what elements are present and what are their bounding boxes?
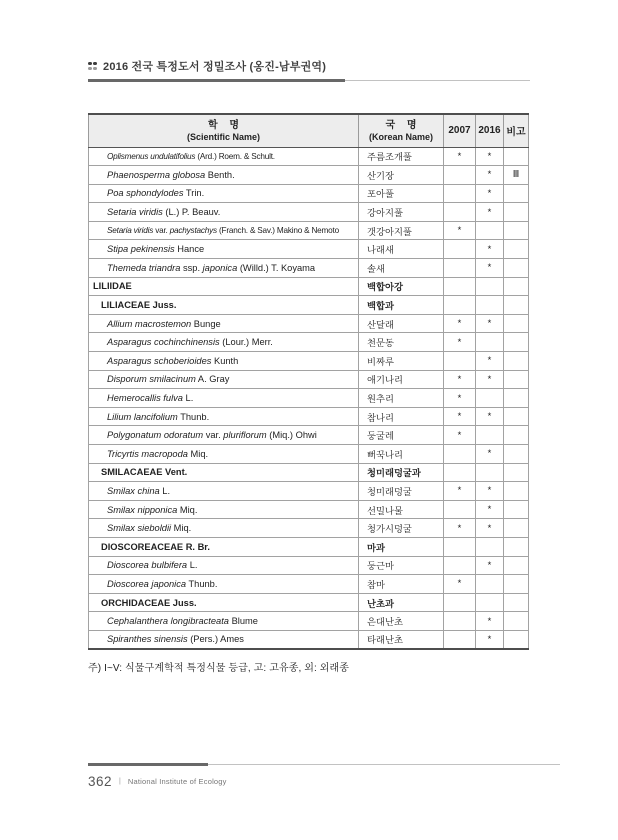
year-2016-cell: * [476,519,504,538]
table-row [89,407,529,426]
scientific-name-cell: Smilax nipponica Miq. [89,500,359,519]
year-2016-cell: * [476,203,504,222]
scientific-name-cell: Stipa pekinensis Hance [89,240,359,259]
table-row [89,612,529,631]
year-2016-header: 2016 [476,114,504,147]
year-2016-cell [476,296,504,315]
note-cell [504,296,529,315]
table-row [89,259,529,278]
year-2007-cell [444,556,476,575]
scientific-name-cell: Dioscorea japonica Thunb. [89,575,359,594]
scientific-name-cell: Cephalanthera longibracteata Blume [89,612,359,631]
table-row [89,593,529,612]
table-row [89,184,529,203]
note-cell [504,426,529,445]
year-2007-cell: * [444,426,476,445]
species-table-header [89,114,529,147]
year-2007-cell [444,593,476,612]
year-2007-cell: * [444,407,476,426]
scientific-name-cell: LILIIDAE [89,277,359,296]
note-cell [504,556,529,575]
species-table-body [89,147,529,649]
year-2016-cell: * [476,482,504,501]
table-row [89,221,529,240]
korean-name-cell: 타래난초 [359,630,444,649]
korean-name-cell: 애기나리 [359,370,444,389]
korean-name-cell: 천문동 [359,333,444,352]
scientific-name-cell: Phaenosperma globosa Benth. [89,166,359,185]
note-cell [504,352,529,371]
year-2016-cell [476,426,504,445]
year-2016-cell: * [476,147,504,166]
table-row [89,575,529,594]
table-row [89,240,529,259]
year-2016-cell: * [476,352,504,371]
scientific-name-cell: LILIACEAE Juss. [89,296,359,315]
scientific-name-cell: Hemerocallis fulva L. [89,389,359,408]
year-2016-cell: * [476,630,504,649]
year-2016-cell [476,537,504,556]
scientific-name-cell: Themeda triandra ssp. japonica (Willd.) T. Koyama [89,259,359,278]
table-row [89,426,529,445]
note-cell [504,463,529,482]
table-row [89,519,529,538]
scientific-name-cell: Allium macrostemon Bunge [89,314,359,333]
year-2016-cell: * [476,556,504,575]
table-row [89,352,529,371]
korean-name-cell: 비짜루 [359,352,444,371]
korean-name-cell: 갯강아지풀 [359,221,444,240]
year-2016-cell: * [476,314,504,333]
korean-name-cell: 참마 [359,575,444,594]
korean-name-cell: 나래새 [359,240,444,259]
year-2016-cell: * [476,370,504,389]
year-2016-cell [476,221,504,240]
note-cell [504,537,529,556]
table-row [89,296,529,315]
species-table [88,113,529,650]
korean-name-cell: 둥근마 [359,556,444,575]
note-cell [504,370,529,389]
scientific-name-cell: Dioscorea bulbifera L. [89,556,359,575]
scientific-name-cell: Smilax china L. [89,482,359,501]
note-cell [504,147,529,166]
footer-separator: | [119,778,121,785]
footer-organization: National Institute of Ecology [127,777,227,786]
table-row [89,277,529,296]
table-row [89,445,529,464]
scientific-name-header: 학 명 (Scientific Name) [89,114,359,147]
table-row [89,500,529,519]
year-2016-cell: * [476,184,504,203]
year-2016-cell: * [476,166,504,185]
korean-name-cell: 포아풀 [359,184,444,203]
korean-name-cell: 난초과 [359,593,444,612]
table-row [89,630,529,649]
scientific-name-cell: Oplismenus undulatifolius (Ard.) Roem. & Schult. [89,147,359,166]
year-2016-cell [476,463,504,482]
year-2007-cell [444,352,476,371]
note-cell [504,519,529,538]
korean-name-cell: 산달래 [359,314,444,333]
dots-icon [88,62,97,71]
year-2007-header: 2007 [444,114,476,147]
note-cell [504,482,529,501]
note-cell [504,240,529,259]
note-cell [504,259,529,278]
year-2016-cell [476,333,504,352]
table-row [89,556,529,575]
year-2007-cell [444,240,476,259]
year-2016-cell: * [476,407,504,426]
scientific-name-cell: Tricyrtis macropoda Miq. [89,445,359,464]
year-2007-cell: * [444,519,476,538]
note-cell [504,221,529,240]
korean-name-cell: 마과 [359,537,444,556]
year-2007-cell [444,184,476,203]
korean-name-cell: 청미래덩굴 [359,482,444,501]
note-cell [504,277,529,296]
korean-name-cell: 은대난초 [359,612,444,631]
scientific-name-cell: Asparagus schoberioides Kunth [89,352,359,371]
note-header: 비고 [504,114,529,147]
year-2016-cell [476,277,504,296]
table-row [89,389,529,408]
note-cell [504,389,529,408]
scientific-name-cell: Disporum smilacinum A. Gray [89,370,359,389]
table-row [89,463,529,482]
table-row [89,537,529,556]
page-footer [88,774,227,789]
year-2007-cell: * [444,482,476,501]
page-number: 362 [88,774,113,789]
scientific-name-cell: Spiranthes sinensis (Pers.) Ames [89,630,359,649]
year-2016-cell [476,593,504,612]
note-cell [504,593,529,612]
note-cell [504,575,529,594]
korean-name-cell: 참나리 [359,407,444,426]
korean-name-cell: 청가시덩굴 [359,519,444,538]
note-cell [504,630,529,649]
korean-name-cell: 산기장 [359,166,444,185]
year-2007-cell [444,203,476,222]
year-2007-cell [444,537,476,556]
table-header-row [89,114,529,147]
header-rule [88,79,530,82]
note-cell [504,333,529,352]
year-2007-cell [444,445,476,464]
footer-rule [88,763,560,766]
year-2007-cell: * [444,314,476,333]
note-cell: Ⅲ [504,166,529,185]
year-2007-cell: * [444,389,476,408]
year-2007-cell: * [444,333,476,352]
korean-name-header: 국 명 (Korean Name) [359,114,444,147]
scientific-name-cell: Asparagus cochinchinensis (Lour.) Merr. [89,333,359,352]
year-2007-cell [444,630,476,649]
scientific-name-cell: Lilium lancifolium Thunb. [89,407,359,426]
year-2007-cell [444,500,476,519]
scientific-name-cell: ORCHIDACEAE Juss. [89,593,359,612]
year-2007-cell [444,166,476,185]
scientific-name-cell: DIOSCOREACEAE R. Br. [89,537,359,556]
note-cell [504,500,529,519]
table-row [89,203,529,222]
year-2016-cell: * [476,500,504,519]
korean-name-cell: 백합아강 [359,277,444,296]
year-2007-cell [444,296,476,315]
korean-name-cell: 솔새 [359,259,444,278]
scientific-name-cell: Setaria viridis (L.) P. Beauv. [89,203,359,222]
table-row [89,333,529,352]
korean-name-cell: 뻐꾹나리 [359,445,444,464]
scientific-name-cell: Smilax sieboldii Miq. [89,519,359,538]
table-row [89,166,529,185]
note-cell [504,184,529,203]
year-2007-cell: * [444,575,476,594]
year-2007-cell: * [444,147,476,166]
note-cell [504,407,529,426]
table-row [89,482,529,501]
korean-name-cell: 원추리 [359,389,444,408]
korean-name-cell: 둥굴레 [359,426,444,445]
year-2007-cell [444,277,476,296]
scientific-name-cell: Polygonatum odoratum var. pluriflorum (Miq.) Ohwi [89,426,359,445]
scientific-name-cell: Setaria viridis var. pachystachys (Franch. & Sav.) Makino & Nemoto [89,221,359,240]
note-cell [504,445,529,464]
year-2016-cell: * [476,259,504,278]
year-2007-cell: * [444,221,476,240]
scientific-name-cell: SMILACAEAE Vent. [89,463,359,482]
table-footnote: 주) I~V: 식물구계학적 특정식물 등급, 고: 고유종, 외: 외래종 [88,663,350,674]
report-title: 2016 전국 특정도서 정밀조사 (옹진-남부권역) [103,61,327,73]
korean-name-cell: 강아지풀 [359,203,444,222]
table-row [89,370,529,389]
scientific-name-cell: Poa sphondylodes Trin. [89,184,359,203]
note-cell [504,314,529,333]
year-2016-cell [476,575,504,594]
year-2016-cell: * [476,612,504,631]
year-2007-cell [444,259,476,278]
year-2007-cell: * [444,370,476,389]
table-row [89,147,529,166]
note-cell [504,612,529,631]
year-2016-cell [476,389,504,408]
note-cell [504,203,529,222]
year-2007-cell [444,612,476,631]
korean-name-cell: 주름조개풀 [359,147,444,166]
year-2016-cell: * [476,445,504,464]
table-row [89,314,529,333]
korean-name-cell: 백합과 [359,296,444,315]
korean-name-cell: 선밀나물 [359,500,444,519]
year-2016-cell: * [476,240,504,259]
year-2007-cell [444,463,476,482]
running-header [88,58,530,82]
korean-name-cell: 청미래덩굴과 [359,463,444,482]
